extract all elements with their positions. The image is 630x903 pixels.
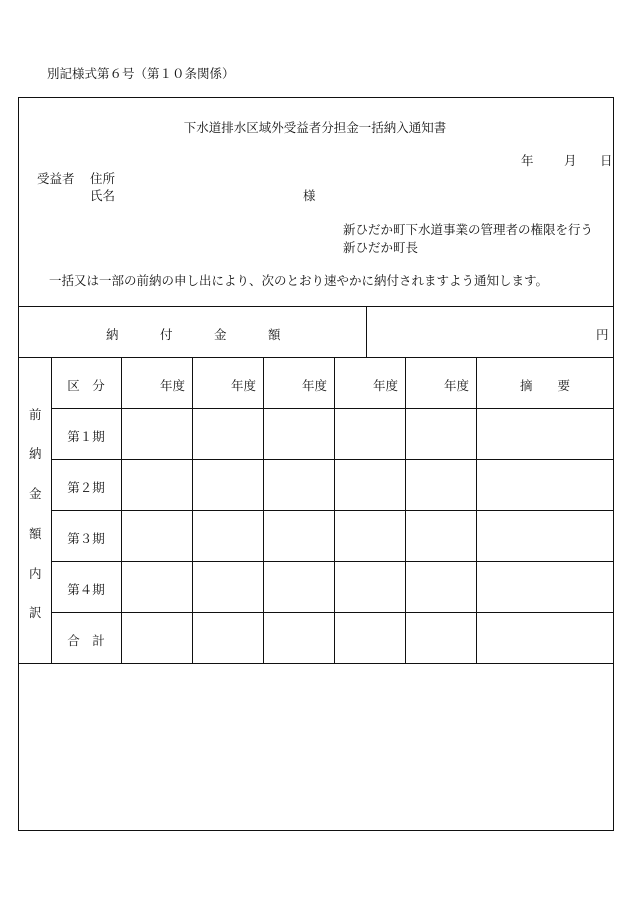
row-label-total: 合 計	[67, 633, 105, 648]
table-col-1	[51, 357, 52, 663]
amount-divider	[366, 306, 367, 357]
date-year: 年	[521, 153, 534, 168]
header-year-3: 年度	[301, 378, 327, 393]
form-reference: 別記様式第６号（第１０条関係）	[47, 66, 235, 81]
header-year-2: 年度	[230, 378, 256, 393]
side-char-5: 内	[29, 566, 42, 581]
form-frame	[18, 97, 614, 831]
row-label-period-2: 第２期	[67, 480, 105, 495]
issuer-line-2: 新ひだか町長	[343, 240, 419, 255]
table-col-6	[405, 357, 406, 663]
amount-char-4: 額	[268, 327, 281, 342]
table-col-4	[263, 357, 264, 663]
table-col-3	[192, 357, 193, 663]
row-label-period-3: 第３期	[67, 531, 105, 546]
notice-text: 一括又は一部の前納の申し出により、次のとおり速やかに納付されますよう通知します。	[49, 273, 549, 288]
header-category: 区 分	[67, 378, 105, 393]
header-remarks: 摘 要	[519, 378, 570, 393]
recipient-label: 受益者	[37, 171, 75, 186]
amount-char-3: 金	[214, 327, 227, 342]
amount-unit-yen: 円	[596, 327, 609, 342]
amount-char-2: 付	[160, 327, 173, 342]
side-char-2: 納	[29, 446, 42, 461]
table-rule-2	[51, 510, 614, 511]
issuer-line-1: 新ひだか町下水道事業の管理者の権限を行う	[343, 222, 594, 237]
date-row	[0, 151, 630, 167]
amount-char-1: 納	[106, 327, 119, 342]
row-label-period-1: 第１期	[67, 429, 105, 444]
honorific-sama: 様	[303, 188, 316, 203]
side-char-3: 金	[29, 486, 42, 501]
address-label: 住所	[90, 171, 116, 186]
header-year-1: 年度	[159, 378, 185, 393]
document-title: 下水道排水区域外受益者分担金一括納入通知書	[183, 120, 447, 135]
table-rule-header	[51, 408, 614, 409]
table-rule-bottom	[19, 663, 614, 664]
date-day: 日	[600, 153, 613, 168]
side-char-1: 前	[29, 407, 42, 422]
table-rule-4	[51, 612, 614, 613]
table-rule-3	[51, 561, 614, 562]
table-col-7	[476, 357, 477, 663]
date-month: 月	[564, 153, 577, 168]
row-label-period-4: 第４期	[67, 582, 105, 597]
name-label: 氏名	[90, 188, 116, 203]
table-col-5	[334, 357, 335, 663]
amount-top-rule	[19, 306, 614, 307]
amount-bottom-rule	[19, 357, 614, 358]
table-rule-1	[51, 459, 614, 460]
header-year-4: 年度	[372, 378, 398, 393]
side-char-4: 額	[29, 526, 42, 541]
side-char-6: 訳	[29, 605, 42, 620]
header-year-5: 年度	[443, 378, 469, 393]
table-col-2	[121, 357, 122, 663]
